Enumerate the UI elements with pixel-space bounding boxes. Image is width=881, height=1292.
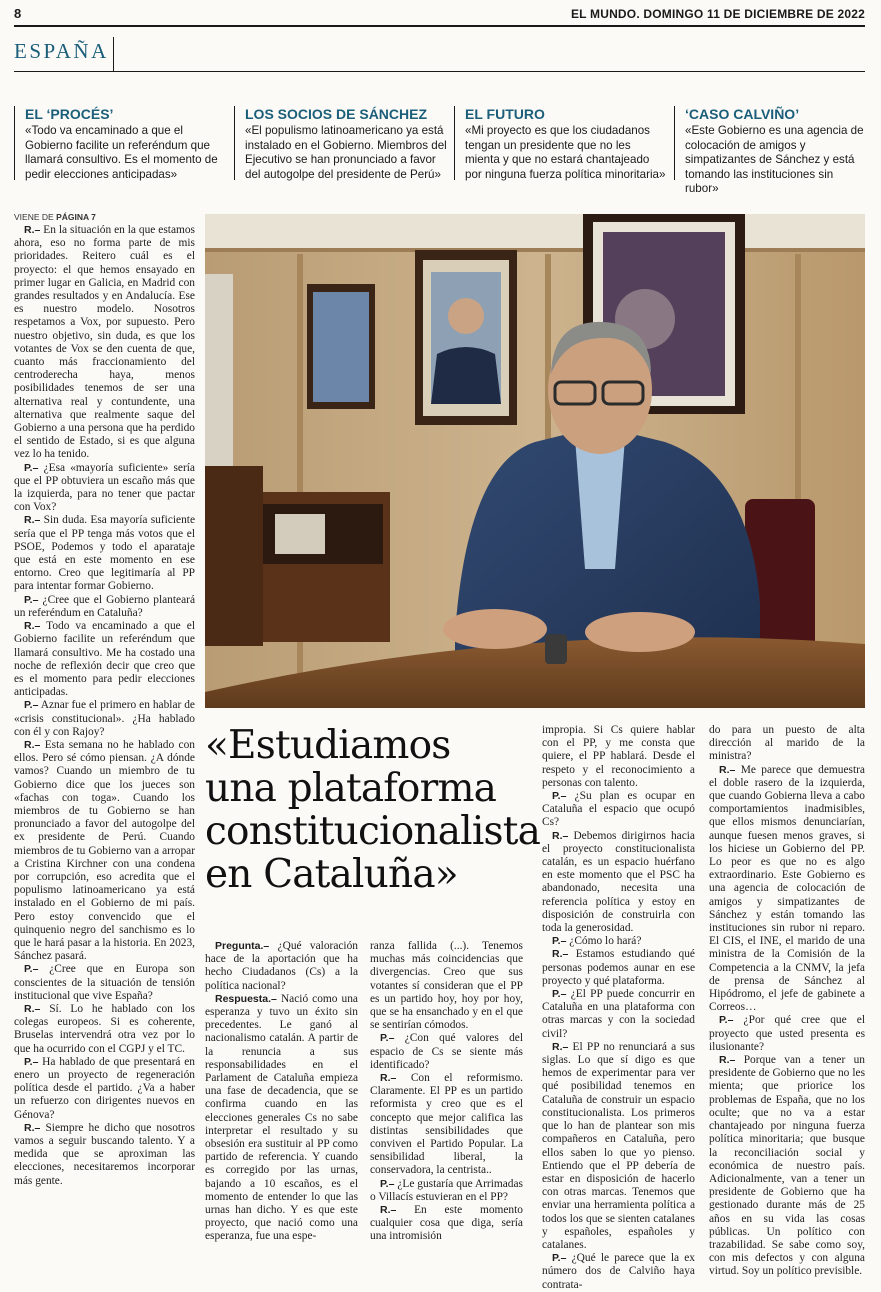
teaser-text: «Este Gobierno es una agencia de colocación de amigos y simpatizantes de Sánchez y está tomando las instituciones sin rubor»: [685, 124, 864, 195]
paragraph: P.– ¿Le gustaría que Arrimadas o Villacís estuvieran en el PP?: [370, 1177, 523, 1203]
speaker-marker: P.–: [24, 593, 39, 606]
speaker-marker: R.–: [24, 620, 41, 633]
speaker-marker: R.–: [552, 829, 569, 842]
speaker-marker: P.–: [380, 1032, 395, 1045]
paragraph: P.– ¿Qué le parece que la ex número dos de Calviño haya contrata-: [542, 1252, 695, 1291]
article-column-1: [14, 224, 195, 1188]
paragraph: P.– ¿Con qué valores del espacio de Cs se siente más identificado?: [370, 1032, 523, 1071]
section-rule: [14, 71, 865, 72]
paragraph: P.– ¿Cree que en Europa son conscientes de la situación de tensión institucional que vive España?: [14, 963, 195, 1002]
paragraph: R.– Esta semana no he hablado con ellos. Pero sé cómo piensan. ¿A dónde vamos? Cuando un miembro de tu Gobierno dice que los jueces son «fachas con toga». Cuando los miembros de tu Gobierno se han pronunciado a favor del autogolpe del ex presidente de Perú. Cuando miembros de tu Gobierno van a arropar a Cristina Kirchner con una condena por corrupción, eso acredita que el populismo latinoamericano ya está instalado en el Gobierno de mi país. Pero estoy convencido que el quinquenio negro del sanchismo es lo que le hará pasar a la historia. En 2023, Sánchez pasará.: [14, 738, 195, 963]
teaser-text: «Mi proyecto es que los ciudadanos tengan un presidente que no les mienta y que no estará chantajeado por ninguna fuerza política minoritaria»: [465, 124, 666, 181]
speaker-marker: R.–: [24, 514, 41, 527]
teaser-kicker: LOS SOCIOS DE SÁNCHEZ: [245, 106, 428, 122]
paragraph: P.– Ha hablado de que presentará en enero un proyecto de regeneración política desde el partido. ¿Va a haber un refuerzo con dirigentes nuevos en Génova?: [14, 1055, 195, 1121]
paper-dateline: EL MUNDO. DOMINGO 11 DE DICIEMBRE DE 2022: [570, 7, 865, 21]
article-column-4: [542, 724, 695, 1292]
paragraph: R.– Siempre he dicho que nosotros vamos a seguir buscando talento. Y a medida que se aproximan las elecciones, necesitaremos incorporar más gente.: [14, 1121, 195, 1187]
paragraph: P.– ¿Esa «mayoría suficiente» sería que el PP obtuviera un escaño más que la izquierda, para no tener que pactar con Vox?: [14, 461, 195, 514]
interview-photo: [205, 214, 865, 708]
speaker-marker: R.–: [24, 1121, 41, 1134]
paragraph: Respuesta.– Nació como una esperanza y tuvo un éxito sin precedentes. Le ganó al nacionalismo catalán. A partir de la renuncia a sus responsabilidades en el Parlament de Cataluña empieza una fase de decadencia, que se confirma cuando en las elecciones generales Cs no sabe interpretar el resultado y su obsesión era sustituir al PP como partido de referencia. Y cuando es corregido por las urnas, bajando a 10 escaños, es el momento de entender lo que las urnas han dicho. Y es que este proyecto, que nació como una esperanza, fue una espe-: [205, 992, 358, 1243]
paragraph: Pregunta.– ¿Qué valoración hace de la aportación que ha hecho Ciudadanos (Cs) a la política nacional?: [205, 940, 358, 992]
speaker-marker: P.–: [552, 935, 567, 948]
speaker-marker: R.–: [552, 948, 569, 961]
speaker-marker: P.–: [552, 790, 567, 803]
speaker-marker: R.–: [24, 738, 41, 751]
teaser-kicker: EL FUTURO: [465, 106, 545, 122]
speaker-marker: R.–: [719, 1054, 736, 1067]
teaser-futuro: [454, 106, 666, 180]
section-label: ESPAÑA: [14, 37, 114, 71]
paragraph: do para un puesto de alta dirección al marido de la ministra?: [709, 724, 865, 763]
speaker-marker: P.–: [24, 699, 39, 712]
speaker-marker: R.–: [380, 1204, 397, 1217]
speaker-marker: Respuesta.–: [215, 992, 277, 1005]
speaker-marker: P.–: [24, 461, 39, 474]
article-column-2: [205, 940, 358, 1244]
page-number: 8: [14, 6, 22, 21]
paragraph: P.– ¿Cree que el Gobierno planteará un referéndum en Cataluña?: [14, 593, 195, 619]
speaker-marker: P.–: [552, 1252, 567, 1265]
teaser-text: «Todo va encaminado a que el Gobierno facilite un referéndum que llamará consultivo. Es el momento de pedir elecciones anticipadas»: [25, 124, 218, 181]
teaser-kicker: ‘CASO CALVIÑO’: [685, 106, 800, 122]
paragraph: R.– Todo va encaminado a que el Gobierno facilite un referéndum que llamará consultivo. Me ha costado una noche de reflexión decir que creo que es el momento para pedir elecciones anticipadas.: [14, 620, 195, 699]
article-column-3: [370, 940, 523, 1244]
paragraph: P.– ¿Su plan es ocupar en Cataluña el espacio que ocupó Cs?: [542, 790, 695, 829]
teaser-bar: [14, 106, 865, 195]
folio: [14, 6, 865, 24]
speaker-marker: R.–: [552, 1040, 569, 1053]
teaser-kicker: EL ‘PROCÉS’: [25, 106, 114, 122]
paragraph: R.– Estamos estudiando qué personas podemos aunar en ese proyecto y qué plataforma.: [542, 948, 695, 987]
paragraph: R.– En la situación en la que estamos ahora, eso no forma parte de mis prioridades. Reitero cuál es el proyecto: el que hemos ensayado en primer lugar en Galicia, en Madrid con grandes resultados y en Andalucía. Ese es nuestro modelo. Nosotros respetamos a Vox, por supuesto. Pero nuestro objetivo, sin duda, es que los votantes de Vox se den cuenta de que, cuanto más fraccionamiento del centroderecha haya, menos posibilidades tenemos de ser una alternativa real y contundente, una alternativa que realmente saque del Gobierno a una persona que ha perdido el sentido de Estado, si es que alguna vez lo ha tenido.: [14, 224, 195, 461]
paragraph: R.– Debemos dirigirnos hacia el proyecto constitucionalista catalán, es un espacio huérfano en este momento que el PSC ha abandonado, necesita una referencia política y estoy en disposición de construirla con toda la generosidad.: [542, 829, 695, 935]
speaker-marker: R.–: [719, 763, 736, 776]
continuation-label: VIENE DE PÁGINA 7: [14, 212, 96, 222]
paragraph: R.– Porque van a tener un presidente de Gobierno que no les mienta; que priorice los problemas de España, que no los oculte; que no va a estar chantajeado por ninguna fuerza política minoritaria; que busque la reconciliación social y económica de nuestro país. Adicionalmente, van a tener un presidente de Gobierno que ha gestionado durante más de 25 años en su vida las cosas públicas. Un político con trazabilidad. Se sabe como soy, con mis defectos y con alguna virtud. Soy un político previsible.: [709, 1054, 865, 1278]
speaker-marker: R.–: [380, 1072, 397, 1085]
teaser-text: «El populismo latinoamericano ya está instalado en el Gobierno. Miembros del Ejecutivo se han pronunciado a favor del autogolpe del presidente de Perú»: [245, 124, 447, 181]
paragraph: R.– Sí. Lo he hablado con los colegas europeos. Si es coherente, Bruselas intervendrá otra vez por lo que ha ocurrido con el CGPJ y el TC.: [14, 1002, 195, 1055]
top-rule: [14, 25, 865, 27]
paragraph: P.– ¿El PP puede concurrir en Cataluña en una plataforma con otras marcas y con la sociedad civil?: [542, 988, 695, 1040]
paragraph: R.– El PP no renunciará a sus siglas. Lo que sí digo es que hemos de experimentar para ver qué posibilidad tenemos en Cataluña de construir un espacio constitucionalista. Los primeros que lo han de plantear son mis compañeros en Cataluña, pero ellos saben lo que yo pienso. Entiendo que el PP debería de estar en disposición de hacerlo con otras marcas. Tenemos que enviar una herramienta política a todos los que se sienten catalanes y españoles, españoles y catalanes.: [542, 1040, 695, 1251]
paragraph: R.– Me parece que demuestra el doble rasero de la izquierda, que cuando Gobierna lleva a cabo comportamientos inadmisibles, que ellos mismos denunciarían, aunque fuesen menos graves, si los hiciese un Gobierno del PP. Lo peor es que no es algo extraordinario. Este Gobierno es una agencia de colocación de amigos y simpatizantes de Sánchez y están tomando las instituciones sin rubor ni reparo. El CIS, el INE, el marido de una ministra de la Comisión de la Competencia a la CNMV, la jefa de prensa de Sánchez al Hipódromo, el jefe de gabinete a Correos…: [709, 763, 865, 1014]
paragraph: ranza fallida (...). Tenemos muchas más coincidencias que divergencias. Creo que sus votantes sí consideran que el PP es un partido hoy, hoy por hoy, que se ha ensanchado y en el que se sentirían cómodos.: [370, 940, 523, 1032]
paragraph: impropia. Si Cs quiere hablar con el PP, y me consta que quiere, el PP hablará. Desde el respeto y el reconocimiento a personas con talento.: [542, 724, 695, 789]
paragraph: R.– Con el reformismo. Claramente. El PP es un partido reformista y creo que es el concepto que mejor califica las distintas sensibilidades que conviven el Partido Popular. La sensibilidad liberal, la conservadora, la centrista..: [370, 1072, 523, 1177]
speaker-marker: P.–: [552, 988, 567, 1001]
paragraph: P.– ¿Por qué cree que el proyecto que usted presenta es ilusionante?: [709, 1014, 865, 1053]
article-column-5: [709, 724, 865, 1279]
speaker-marker: Pregunta.–: [215, 940, 270, 952]
paragraph: P.– ¿Cómo lo hará?: [552, 935, 642, 948]
speaker-marker: P.–: [24, 963, 39, 976]
teaser-calvino: [674, 106, 865, 195]
teaser-proces: [14, 106, 226, 180]
speaker-marker: R.–: [24, 224, 41, 236]
teaser-socios: [234, 106, 448, 180]
speaker-marker: R.–: [24, 1002, 41, 1015]
speaker-marker: P.–: [380, 1177, 395, 1190]
paragraph: R.– En este momento cualquier cosa que diga, sería una intromisión: [370, 1204, 523, 1243]
speaker-marker: P.–: [719, 1014, 734, 1027]
speaker-marker: P.–: [24, 1055, 39, 1068]
headline: «Estudiamos una plataforma constitucionalista en Cataluña»: [205, 723, 541, 897]
paragraph: R.– Sin duda. Esa mayoría suficiente sería que el PP tenga más votos que el PSOE, Podemos y todo el aparataje que está en este momento en ese entorno. Creo que legitimaría al PP para intentar formar Gobierno.: [14, 514, 195, 593]
paragraph: P.– Aznar fue el primero en hablar de «crisis constitucional». ¿Ha hablado con él y con Rajoy?: [14, 699, 195, 738]
photo-illustration: [205, 214, 865, 708]
